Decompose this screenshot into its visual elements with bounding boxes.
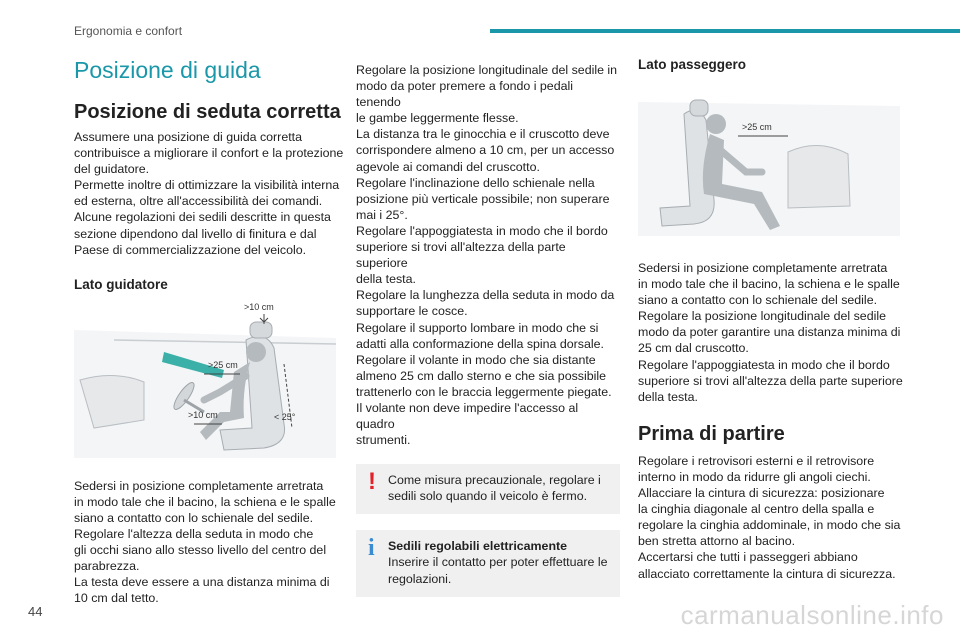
info-box	[356, 530, 620, 596]
driver-seat-diagram	[74, 300, 346, 466]
label-wheel-distance: >10 cm	[188, 409, 218, 420]
warning-box	[356, 464, 620, 514]
label-roof-distance: >10 cm	[244, 301, 274, 312]
section-heading-before-start: Prima di partire	[638, 422, 785, 445]
driver-seat-illustration	[74, 300, 346, 466]
before-start-instructions: Regolare i retrovisori esterni e il retrovisore interno in modo da ridurre gli angoli ciechi. Allacciare la cintura di sicurezza: posizionare la cinghia diagonale al centro della spalla e regolare la cinghia addominale, in modo che sia ben stretta attorno al bacino. Accertarsi che tutti i passeggeri abbiano allacciato correttamente la cintura di sicurezza.	[638, 453, 901, 581]
label-dash-distance: >25 cm	[208, 359, 238, 370]
passenger-instructions: Sedersi in posizione completamente arretrata in modo tale che il bacino, la schiena e le spalle siano a contatto con lo schienale del sedile. Regolare la posizione longitudinale del sedile modo da poter garantire una distanza minima di 25 cm dal cruscotto. Regolare l'appoggiatesta in modo che il bordo superiore si trovi all'altezza della parte superiore della testa.	[638, 261, 903, 404]
column-right	[638, 56, 908, 582]
adjustment-instructions: Regolare la posizione longitudinale del sedile in modo da poter premere a fondo i pedali tenendo le gambe leggermente flesse. La distanza tra le ginocchia e il cruscotto deve corrispondere almeno a 10 cm, per un accesso agevole ai comandi del cruscotto. Regolare l'inclinazione dello schienale nella posizione più verticale possibile; non superare mai i 25°. Regolare l'appoggiatesta in modo che il bordo superiore si trovi all'altezza della parte superiore della testa. Regolare la lunghezza della seduta in modo da supportare le cosce. Regolare il supporto lombare in modo che si adatti alla conformazione della spina dorsale. Regolare il volante in modo che sia distante almeno 25 cm dallo sterno e che sia possibile trattenerlo con le braccia leggermente piegate. Il volante non deve impedire l'accesso al quadro strumenti.	[356, 63, 618, 448]
column-middle	[356, 62, 620, 597]
driver-instructions: Sedersi in posizione completamente arretrata in modo tale che il bacino, la schiena e le spalle siano a contatto con lo schienale del sedile. Regolare l'altezza della seduta in modo che gli occhi siano allo stesso livello del centro del parabrezza. La testa deve essere a una distanza minima di 10 cm dal tetto.	[74, 478, 336, 606]
label-backrest-angle: < 25°	[274, 411, 296, 422]
passenger-side-heading: Lato passeggero	[638, 57, 747, 72]
warning-text: Come misura precauzionale, regolare i sedili solo quando il veicolo è fermo.	[388, 473, 601, 504]
watermark: carmanualsonline.info	[680, 600, 944, 630]
passenger-seat-diagram	[638, 88, 900, 238]
page-title: Posizione di guida	[74, 57, 261, 83]
header-accent-bar	[490, 29, 960, 33]
passenger-seat-illustration	[638, 88, 900, 238]
info-icon: i	[368, 535, 375, 562]
warning-icon: !	[368, 468, 376, 496]
section-heading-seating: Posizione di seduta corretta	[74, 101, 341, 123]
page-number: 44	[28, 604, 43, 619]
header-section-title: Ergonomia e confort	[74, 24, 183, 38]
info-text: Inserire il contatto per poter effettuare le regolazioni.	[388, 555, 608, 586]
info-title: Sedili regolabili elettricamente	[388, 539, 568, 554]
label-passenger-dash-distance: >25 cm	[742, 122, 772, 132]
driver-side-heading: Lato guidatore	[74, 276, 168, 292]
intro-paragraph: Assumere una posizione di guida corretta contribuisce a migliorare il confort e la protezione del guidatore. Permette inoltre di ottimizzare la visibilità interna ed esterna, oltre all'accessibilità dei comandi. Alcune regolazioni dei sedili descritte in questa sezione dipendono dal livello di finitura e dal Paese di commercializzazione del veicolo.	[74, 130, 344, 257]
column-left	[74, 54, 346, 607]
